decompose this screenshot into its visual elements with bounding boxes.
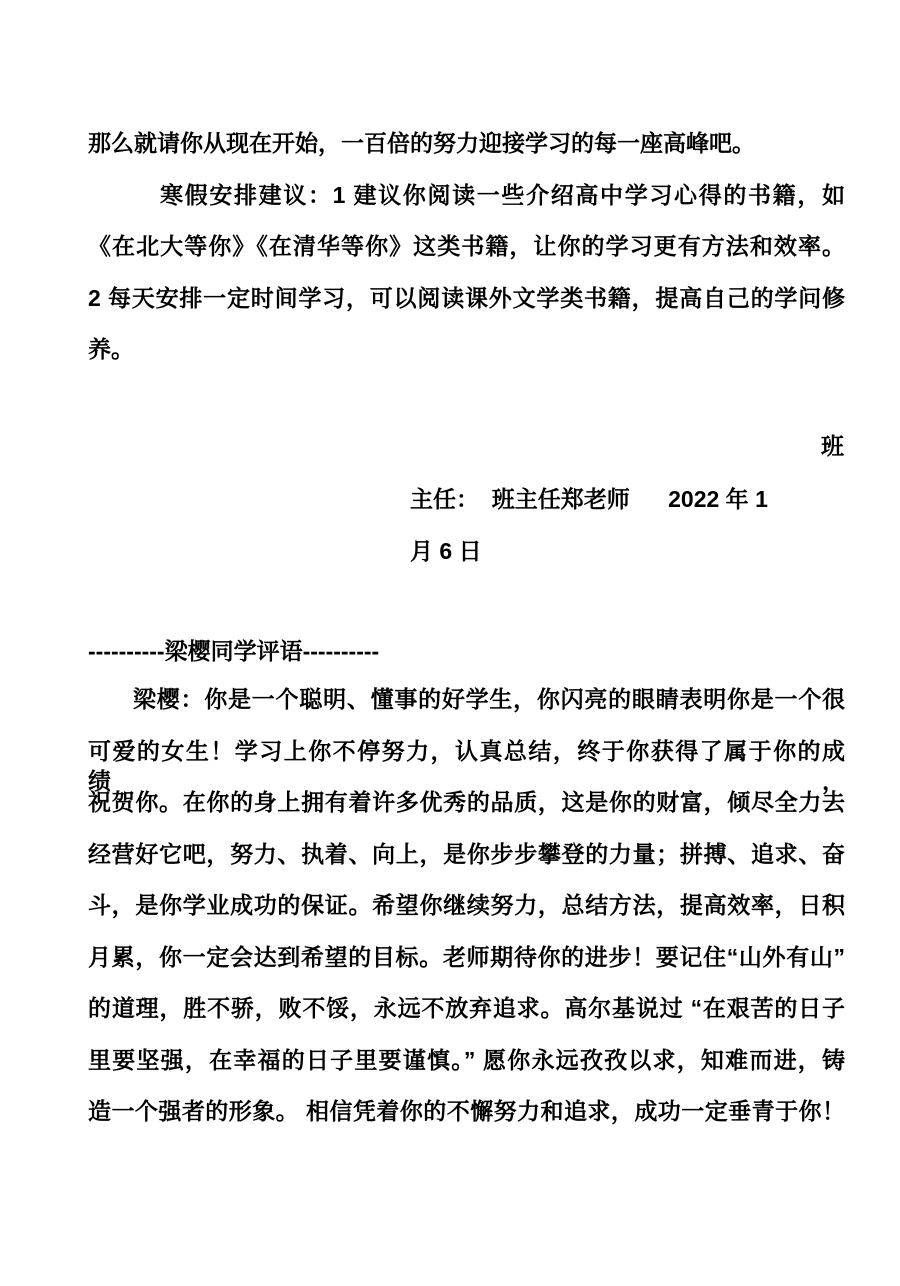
paragraph-line: 2 每天安排一定时间学习，可以阅读课外文学类书籍，提高自己的学问修 [88,285,845,311]
comment-line: 经营好它吧，努力、执着、向上，是你步步攀登的力量；拼搏、追求、奋 [88,841,845,867]
comment-line: 梁樱：你是一个聪明、懂事的好学生，你闪亮的眼睛表明你是一个很 [133,686,845,712]
comment-line: 可爱的女生！学习上你不停努力，认真总结，终于你获得了属于你的成绩， [88,738,845,794]
paragraph-line: 寒假安排建议：1 建议你阅读一些介绍高中学习心得的书籍，如 [160,182,845,208]
comment-line: 的道理，胜不骄，败不馁，永远不放弃追求。高尔基说过 “在艰苦的日子 [88,995,845,1021]
comment-line: 祝贺你。在你的身上拥有着许多优秀的品质，这是你的财富，倾尽全力去 [88,789,845,815]
paragraph-line: 《在北大等你》《在清华等你》这类书籍，让你的学习更有方法和效率。 [88,233,845,259]
signature-line: 班 [821,433,844,459]
comment-line: 月累，你一定会达到希望的目标。老师期待你的进步！要记住“山外有山” [88,944,845,970]
comment-line: 造一个强者的形象。 相信凭着你的不懈努力和追求，成功一定垂青于你！ [88,1098,845,1124]
paragraph-line: 养。 [88,336,134,362]
comment-line: 里要坚强，在幸福的日子里要谨慎。” 愿你永远孜孜以求，知难而进，铸 [88,1047,845,1073]
signature-line: 月 6 日 [410,538,482,564]
signature-line: 主任： 班主任郑老师 2022 年 1 [410,486,768,512]
comment-line: 斗，是你学业成功的保证。希望你继续努力，总结方法，提高效率，日积 [88,892,845,918]
section-divider: ----------梁樱同学评语---------- [88,638,380,664]
paragraph-line: 那么就请你从现在开始，一百倍的努力迎接学习的每一座高峰吧。 [88,130,755,156]
